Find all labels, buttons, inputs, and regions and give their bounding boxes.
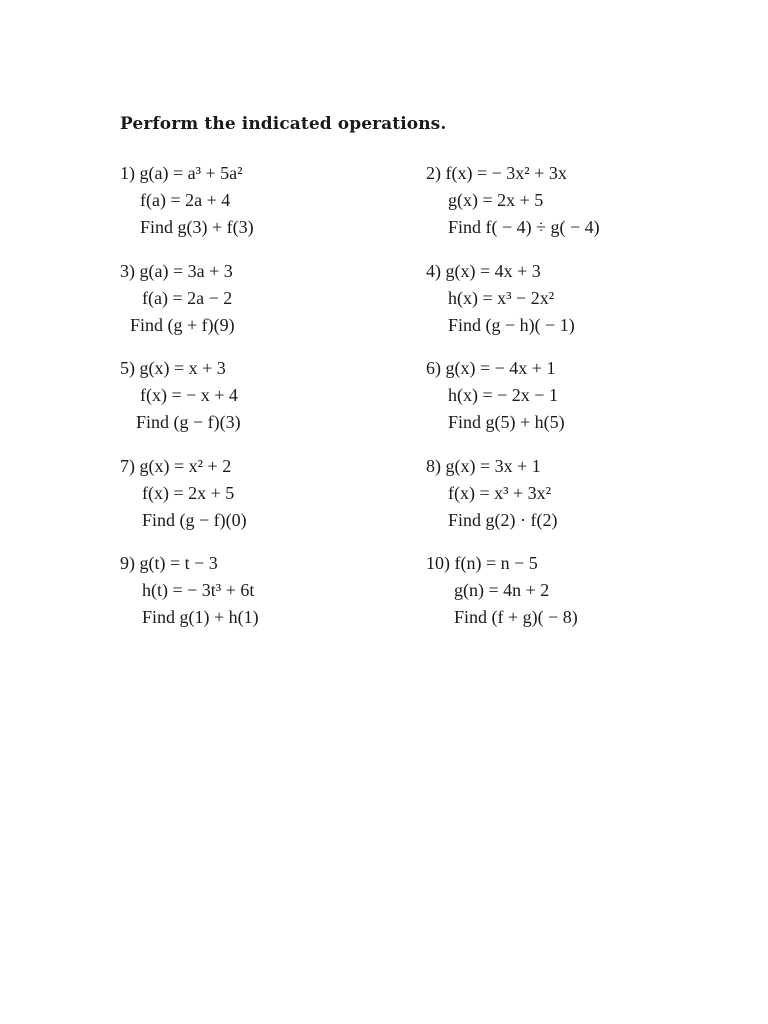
- problem-expression: f(x) = x³ + 3x²: [448, 483, 552, 503]
- problem-line: [426, 382, 565, 409]
- problem-number: 9): [120, 553, 135, 573]
- problem-line: [426, 187, 600, 214]
- problem-task: Find g(5) + h(5): [448, 412, 565, 432]
- problem-line: [426, 507, 557, 534]
- problem-line: [120, 187, 254, 214]
- problem-3: [120, 258, 235, 339]
- problem-number: 2): [426, 163, 441, 183]
- problem-9: [120, 550, 259, 631]
- problem-5: [120, 355, 241, 436]
- problem-line: [120, 577, 259, 604]
- problem-line: [120, 312, 235, 339]
- problem-10: [426, 550, 578, 631]
- problem-expression: f(x) = 2x + 5: [142, 483, 235, 503]
- problem-line: [120, 409, 241, 436]
- problem-task: Find g(3) + f(3): [140, 217, 254, 237]
- problem-1: [120, 160, 254, 241]
- problem-task: Find (g − h)( − 1): [448, 315, 575, 335]
- problem-line: [426, 453, 557, 480]
- problem-line: [426, 577, 578, 604]
- problem-expression: f(x) = − x + 4: [140, 385, 238, 405]
- problem-line: [120, 382, 241, 409]
- problem-6: [426, 355, 565, 436]
- problem-line: [120, 480, 247, 507]
- problem-line: [426, 312, 575, 339]
- problem-line: [426, 258, 575, 285]
- problem-7: [120, 453, 247, 534]
- problem-expression: h(x) = x³ − 2x²: [448, 288, 555, 308]
- problem-line: [426, 550, 578, 577]
- problem-expression: h(x) = − 2x − 1: [448, 385, 558, 405]
- problem-expression: g(x) = 4x + 3: [445, 261, 541, 281]
- problem-line: [426, 604, 578, 631]
- problem-number: 7): [120, 456, 135, 476]
- problem-line: [426, 285, 575, 312]
- problem-8: [426, 453, 557, 534]
- problem-expression: g(x) = x² + 2: [139, 456, 232, 476]
- problem-line: [120, 550, 259, 577]
- problem-expression: f(x) = − 3x² + 3x: [445, 163, 567, 183]
- problem-expression: g(x) = x + 3: [139, 358, 226, 378]
- problem-line: [426, 160, 600, 187]
- problem-number: 4): [426, 261, 441, 281]
- problem-task: Find (g − f)(3): [136, 412, 241, 432]
- problem-number: 10): [426, 553, 450, 573]
- problem-expression: h(t) = − 3t³ + 6t: [142, 580, 255, 600]
- problem-line: [120, 214, 254, 241]
- problem-number: 6): [426, 358, 441, 378]
- problem-expression: g(x) = 2x + 5: [448, 190, 544, 210]
- problem-expression: g(a) = a³ + 5a²: [139, 163, 243, 183]
- problem-line: [120, 355, 241, 382]
- problem-number: 3): [120, 261, 135, 281]
- problem-task: Find (g + f)(9): [130, 315, 235, 335]
- problem-line: [120, 604, 259, 631]
- problem-task: Find (f + g)( − 8): [454, 607, 578, 627]
- problem-line: [426, 355, 565, 382]
- problem-line: [120, 160, 254, 187]
- problem-number: 1): [120, 163, 135, 183]
- problem-expression: g(n) = 4n + 2: [454, 580, 550, 600]
- problem-2: [426, 160, 600, 241]
- problem-number: 5): [120, 358, 135, 378]
- problem-line: [426, 214, 600, 241]
- problem-task: Find (g − f)(0): [142, 510, 247, 530]
- problem-line: [426, 409, 565, 436]
- problem-expression: g(t) = t − 3: [139, 553, 218, 573]
- problem-number: 8): [426, 456, 441, 476]
- problem-expression: f(a) = 2a + 4: [140, 190, 231, 210]
- problem-4: [426, 258, 575, 339]
- problem-task: Find f( − 4) ÷ g( − 4): [448, 217, 600, 237]
- instructions-heading: Perform the indicated operations.: [120, 114, 447, 134]
- problem-line: [426, 480, 557, 507]
- problem-expression: g(x) = 3x + 1: [445, 456, 541, 476]
- problem-expression: f(n) = n − 5: [454, 553, 538, 573]
- problem-line: [120, 285, 235, 312]
- problem-task: Find g(1) + h(1): [142, 607, 259, 627]
- problem-line: [120, 453, 247, 480]
- problem-expression: f(a) = 2a − 2: [142, 288, 233, 308]
- problem-line: [120, 507, 247, 534]
- problem-expression: g(a) = 3a + 3: [139, 261, 233, 281]
- problem-task: Find g(2) · f(2): [448, 510, 558, 530]
- problem-line: [120, 258, 235, 285]
- problem-expression: g(x) = − 4x + 1: [445, 358, 556, 378]
